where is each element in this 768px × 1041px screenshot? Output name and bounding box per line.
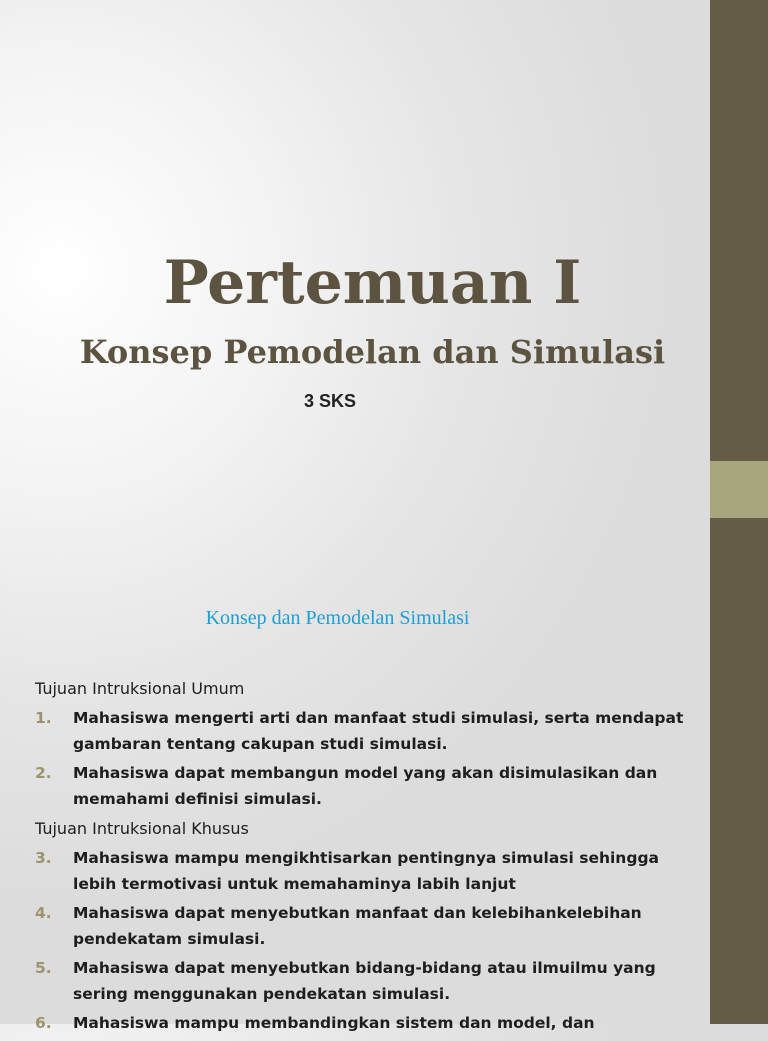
section-heading: Konsep dan Pemodelan Simulasi [205,607,470,629]
list-item-number: 3. [35,849,52,867]
list-item-text: Mahasiswa dapat menyebutkan manfaat dan kelebihankelebihan pendekatam simulasi. [73,904,642,948]
credits-label: 3 SKS [303,391,357,411]
list-item-number: 6. [35,1014,52,1032]
right-accent-block [710,461,768,518]
slide-title: Pertemuan I [163,248,582,318]
list-item-text: Mahasiswa dapat menyebutkan bidang-bidang atau ilmuilmu yang sering menggunakan pendekatan simulasi. [73,959,656,1003]
slide-subtitle: Konsep Pemodelan dan Simulasi [79,333,666,371]
list-item [35,956,695,1007]
list-item-number: 1. [35,709,52,727]
list-item-number: 4. [35,904,52,922]
list-item-text: Mahasiswa mengerti arti dan manfaat studi simulasi, serta mendapat gambaran tentang cakupan studi simulasi. [73,709,684,753]
objectives-list [35,676,695,1041]
list-item [35,846,695,897]
list-item-number: 2. [35,764,52,782]
list-item-number: 5. [35,959,52,977]
list-item-text: Mahasiswa dapat membangun model yang akan disimulasikan dan memahami definisi simulasi. [73,764,658,808]
specific-objectives-label: Tujuan Intruksional Khusus [35,819,249,838]
general-objectives-label: Tujuan Intruksional Umum [35,679,245,698]
list-item-text: Mahasiswa mampu mengikhtisarkan pentingnya simulasi sehingga lebih termotivasi untuk memahaminya labih lanjut [73,849,659,893]
list-item [35,706,695,757]
list-item [35,901,695,952]
list-item [35,761,695,812]
list-item-text: Mahasiswa mampu membandingkan sistem dan model, dan [73,1014,595,1032]
